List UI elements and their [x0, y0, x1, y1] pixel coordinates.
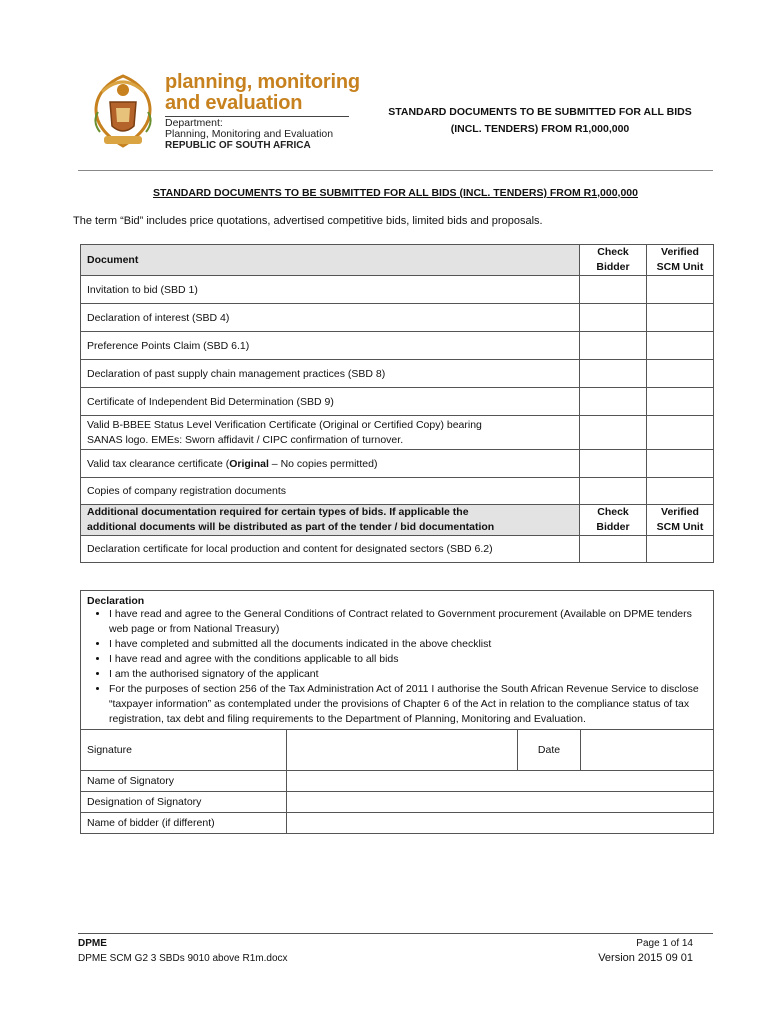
verified-label: Verified [661, 506, 699, 518]
signature-row [81, 730, 714, 771]
document-name: Declaration of interest (SBD 4) [81, 304, 580, 332]
table-row [81, 478, 714, 505]
footer-org: DPME [78, 938, 107, 949]
verify-cell[interactable] [647, 388, 714, 416]
additional-header-row [81, 505, 714, 536]
country-name: REPUBLIC OF SOUTH AFRICA [165, 140, 311, 151]
column-document: Document [81, 245, 580, 276]
document-name [81, 450, 580, 478]
documents-table [80, 244, 714, 563]
verified-label: Verified [661, 246, 699, 258]
tax-text-b: – No copies permitted) [268, 457, 378, 470]
bidder-row [81, 813, 714, 834]
declaration-item: • For the purposes of section 256 of the Tax Administration Act of 2011 I authorise the South African Revenue Service to disclose “taxpayer information” as contemplated under the provisions of Chapter 6 of the Act in relation to the compliance status of tax registration, tax debt and filing requirements to the Department of Planning, Monitoring and Evaluation. [109, 682, 707, 727]
document-name: Copies of company registration documents [81, 478, 580, 505]
signature-field[interactable] [287, 730, 518, 771]
designation-field[interactable] [287, 792, 714, 813]
document-name: Certificate of Independent Bid Determination (SBD 9) [81, 388, 580, 416]
footer-version: Version 2015 09 01 [598, 952, 693, 964]
check-cell[interactable] [580, 416, 647, 450]
document-name: Preference Points Claim (SBD 6.1) [81, 332, 580, 360]
name-of-bidder-field[interactable] [287, 813, 714, 834]
brand-name-line1: planning, monitoring [165, 71, 360, 93]
intro-text: The term “Bid” includes price quotations, advertised competitive bids, limited bids and proposals. [73, 215, 543, 227]
table-row [81, 536, 714, 563]
table-row [81, 388, 714, 416]
scm-unit-label: SCM Unit [656, 261, 704, 273]
check-label: Check [597, 506, 629, 518]
table-row [81, 276, 714, 304]
declaration-cell [81, 591, 714, 730]
check-cell[interactable] [580, 388, 647, 416]
brand-name-line2: and evaluation [165, 92, 303, 114]
document-name: Declaration certificate for local production and content for designated sectors (SBD 6.2) [81, 536, 580, 563]
department-label-line2: Planning, Monitoring and Evaluation [165, 128, 334, 140]
declaration-row [81, 591, 714, 730]
bbbee-line2: SANAS logo. EMEs: Sworn affidavit / CIPC confirmation of turnover. [87, 433, 404, 446]
table-header-row [81, 245, 714, 276]
designation-label: Designation of Signatory [81, 792, 287, 813]
check-cell[interactable] [580, 536, 647, 563]
name-of-signatory-label: Name of Signatory [81, 771, 287, 792]
verify-cell[interactable] [647, 536, 714, 563]
name-of-bidder-label: Name of bidder (if different) [81, 813, 287, 834]
signature-label: Signature [81, 730, 287, 771]
document-name: Declaration of past supply chain management practices (SBD 8) [81, 360, 580, 388]
header-title-line2: (INCL. TENDERS) FROM R1,000,000 [450, 123, 630, 135]
verify-cell[interactable] [647, 478, 714, 505]
additional-docs-heading [81, 505, 580, 536]
name-of-signatory-field[interactable] [287, 771, 714, 792]
declaration-item: • I have completed and submitted all the documents indicated in the above checklist [109, 637, 707, 652]
bbbee-line1: Valid B-BBEE Status Level Verification Certificate (Original or Certified Copy) bearing [87, 418, 482, 431]
declaration-heading: Declaration [87, 595, 145, 607]
bidder-label: Bidder [596, 521, 630, 533]
column-verified-scm-2 [647, 505, 714, 536]
header-rule [78, 170, 713, 171]
scm-unit-label: SCM Unit [656, 521, 704, 533]
check-cell[interactable] [580, 304, 647, 332]
check-cell[interactable] [580, 478, 647, 505]
column-check-bidder [580, 245, 647, 276]
declaration-table [80, 590, 714, 834]
check-cell[interactable] [580, 360, 647, 388]
date-field[interactable] [581, 730, 714, 771]
footer-rule [78, 933, 713, 934]
check-cell[interactable] [580, 450, 647, 478]
bidder-label: Bidder [596, 261, 630, 273]
declaration-list [87, 607, 707, 727]
declaration-item: • I am the authorised signatory of the applicant [109, 667, 707, 682]
table-row [81, 416, 714, 450]
column-verified-scm [647, 245, 714, 276]
check-cell[interactable] [580, 276, 647, 304]
coat-of-arms-logo [88, 72, 158, 150]
date-label: Date [518, 730, 581, 771]
designation-row [81, 792, 714, 813]
table-row [81, 360, 714, 388]
header-title-line1: STANDARD DOCUMENTS TO BE SUBMITTED FOR ALL BIDS [388, 106, 692, 118]
check-cell[interactable] [580, 332, 647, 360]
verify-cell[interactable] [647, 416, 714, 450]
additional-line1: Additional documentation required for certain types of bids. If applicable the [87, 506, 469, 518]
verify-cell[interactable] [647, 276, 714, 304]
table-row [81, 332, 714, 360]
column-check-bidder-2 [580, 505, 647, 536]
table-row [81, 450, 714, 478]
footer-filename: DPME SCM G2 3 SBDs 9010 above R1m.docx [78, 953, 288, 964]
tax-text-a: Valid tax clearance certificate ( [87, 457, 230, 470]
document-name [81, 416, 580, 450]
declaration-item: • I have read and agree to the General Conditions of Contract related to Government procurement (Available on DPME tenders web page or from National Treasury) [109, 607, 707, 637]
header-title [370, 104, 710, 138]
tax-text-original: Original [229, 457, 269, 470]
verify-cell[interactable] [647, 304, 714, 332]
verify-cell[interactable] [647, 332, 714, 360]
declaration-item: • I have read and agree with the conditions applicable to all bids [109, 652, 707, 667]
verify-cell[interactable] [647, 450, 714, 478]
verify-cell[interactable] [647, 360, 714, 388]
table-row [81, 304, 714, 332]
page-title: STANDARD DOCUMENTS TO BE SUBMITTED FOR ALL BIDS (INCL. TENDERS) FROM R1,000,000 [153, 187, 638, 199]
additional-line2: additional documents will be distributed as part of the tender / bid documentation [87, 521, 495, 533]
department-label [165, 118, 333, 140]
document-name: Invitation to bid (SBD 1) [81, 276, 580, 304]
footer-page-number: Page 1 of 14 [636, 938, 693, 949]
check-label: Check [597, 246, 629, 258]
department-label-line1: Department: [165, 117, 223, 129]
signatory-row [81, 771, 714, 792]
